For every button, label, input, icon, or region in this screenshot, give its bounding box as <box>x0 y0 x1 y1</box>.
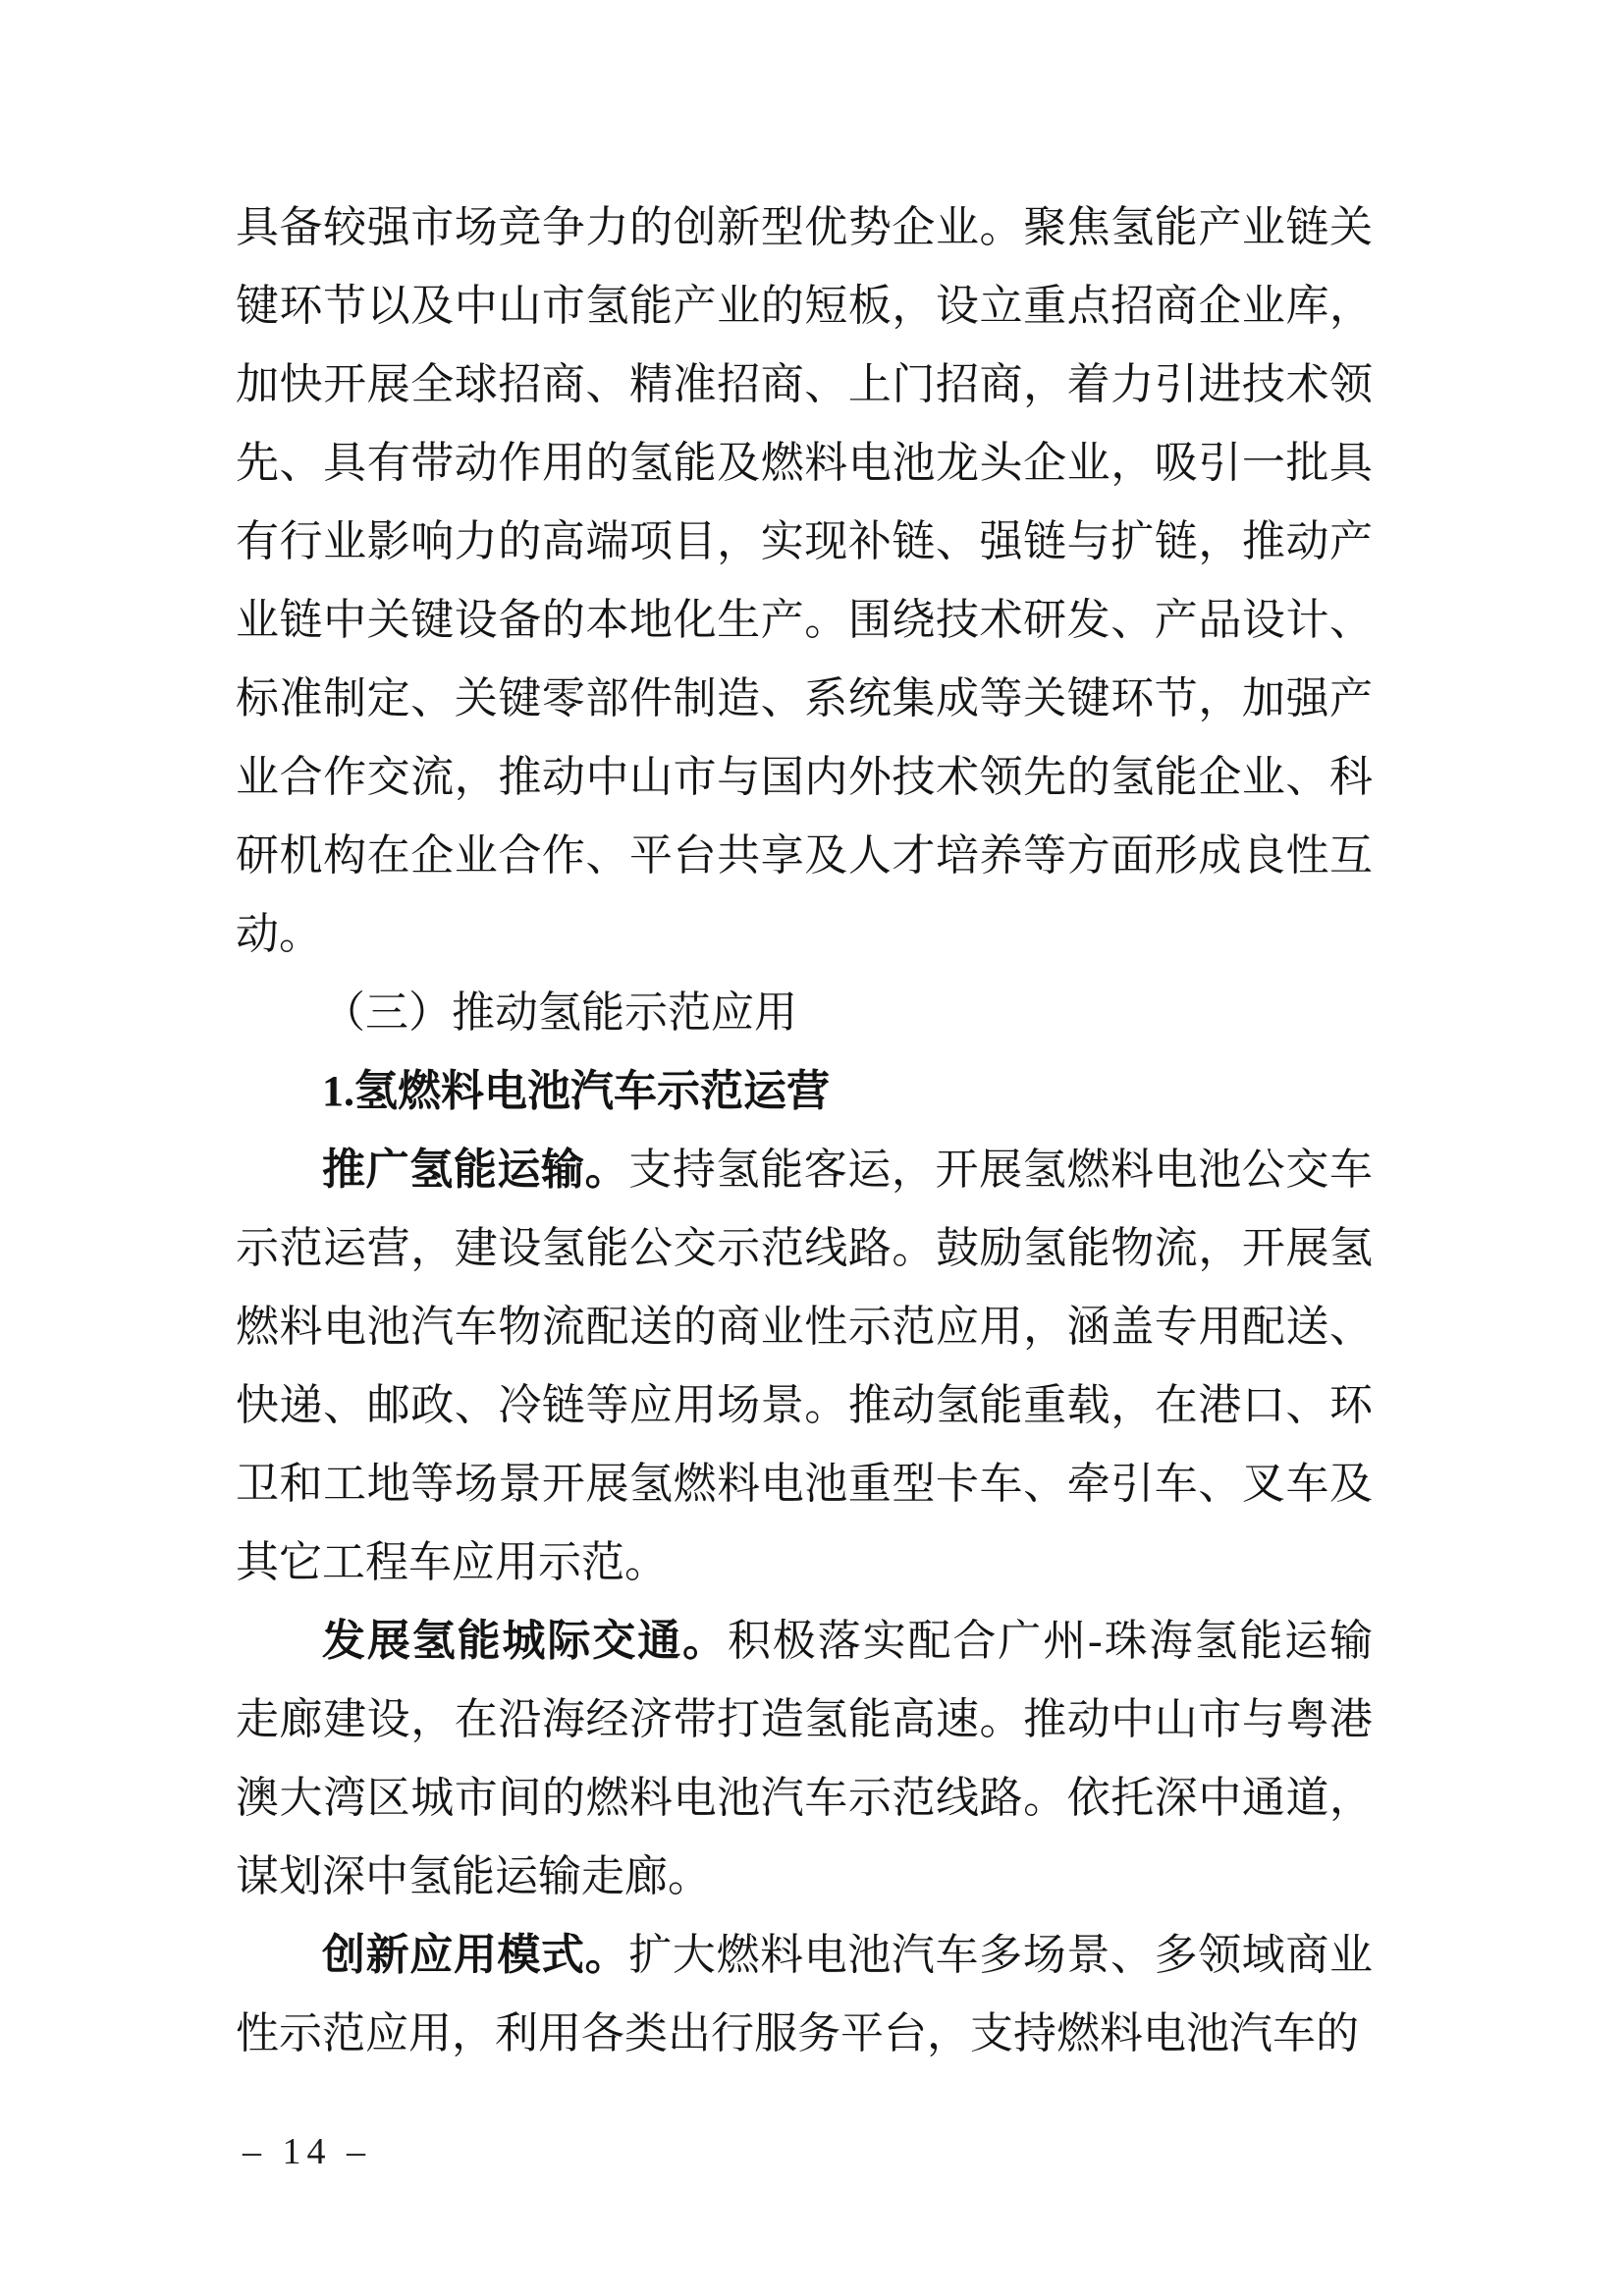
paragraph-intercity-traffic <box>236 1602 1373 1916</box>
paragraph-text-intercity-traffic: 积极落实配合广州-珠海氢能运输走廊建设，在沿海经济带打造氢能高速。推动中山市与粤港澳大湾区城市间的燃料电池汽车示范线路。依托深中通道，谋划深中氢能运输走廊。 <box>236 1617 1374 1900</box>
paragraph-text-innovative-application: 扩大燃料电池汽车多场景、多领域商业性示范应用，利用各类出行服务平台，支持燃料电池汽车的 <box>236 1931 1374 2057</box>
page-number: – 14 – <box>243 2131 371 2172</box>
paragraph-hydrogen-transport <box>236 1131 1373 1602</box>
paragraph-lead-hydrogen-transport: 推广氢能运输。 <box>322 1146 629 1194</box>
paragraph-lead-intercity-traffic: 发展氢能城际交通。 <box>322 1617 728 1665</box>
section-heading-promote-hydrogen-demonstration: （三）推动氢能示范应用 <box>322 988 797 1037</box>
document-body <box>236 188 1373 2073</box>
paragraph-innovative-application <box>236 1916 1373 2073</box>
paragraph-lead-innovative-application: 创新应用模式。 <box>322 1931 629 1979</box>
subsection-heading-fuel-cell-vehicle-demo: 1.氢燃料电池汽车示范运营 <box>322 1067 830 1115</box>
paragraph-enterprise-recruitment-continuation: 具备较强市场竞争力的创新型优势企业。聚焦氢能产业链关键环节以及中山市氢能产业的短板，设立重点招商企业库，加快开展全球招商、精准招商、上门招商，着力引进技术领先、具有带动作用的氢能及燃料电池龙头企业，吸引一批具有行业影响力的高端项目，实现补链、强链与扩链，推动产业链中关键设备的本地化生产。围绕技术研发、产品设计、标准制定、关键零部件制造、系统集成等关键环节，加强产业合作交流，推动中山市与国内外技术领先的氢能企业、科研机构在企业合作、平台共享及人才培养等方面形成良性互动。 <box>236 203 1373 958</box>
paragraph-text-hydrogen-transport: 支持氢能客运，开展氢燃料电池公交车示范运营，建设氢能公交示范线路。鼓励氢能物流，开展氢燃料电池汽车物流配送的商业性示范应用，涵盖专用配送、快递、邮政、冷链等应用场景。推动氢能重载，在港口、环卫和工地等场景开展氢燃料电池重型卡车、牵引车、叉车及其它工程车应用示范。 <box>236 1146 1374 1586</box>
